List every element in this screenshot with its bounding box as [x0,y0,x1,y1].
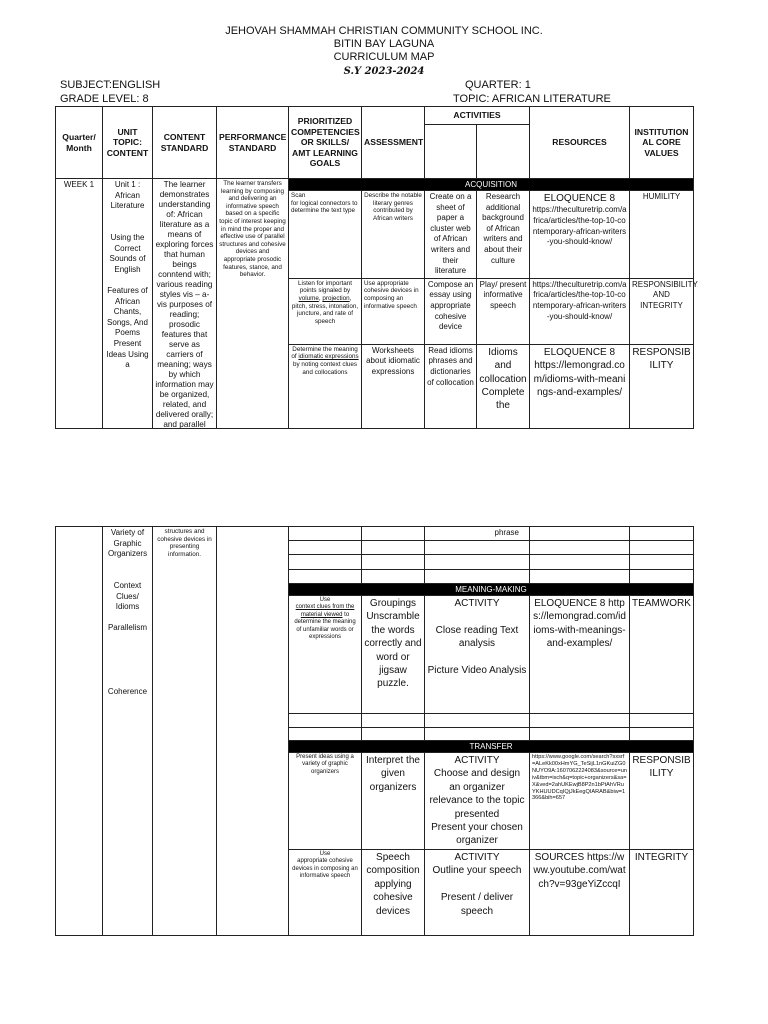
competency-idioms-text: Determine the meaning of [291,345,358,361]
activity-outline-speech: ACTIVITY Outline your speech Present / deliver speech [425,850,530,936]
performance-standard-continued [217,527,289,936]
unit-topic-cell [103,179,153,429]
assessment-worksheets: Worksheets about idiomatic expressions [362,344,425,428]
meaning-making-bar: MEANING-MAKING [289,584,694,596]
competency-scan: Scan for logical connectors to determine the text type [289,191,362,279]
competency-listen [289,278,362,344]
core-value-responsibility-2: RESPONSIBILITY [630,753,694,850]
resource-cell-1 [530,191,630,279]
col-header-activities: ACTIVITIES [425,107,530,125]
school-year: S.Y 2023-2024 [343,66,425,77]
competency-listen-sep: , [318,294,323,302]
competency-idioms [289,344,362,428]
competency-context-clues [289,596,362,714]
core-value-humility: HUMILITY [630,191,694,279]
activity-read-idioms: Read idioms phrases and dictionaries of collocation [425,344,477,428]
topic-label: TOPIC: AFRICAN LITERATURE [453,93,611,105]
assessment-describe-genres: Describe the notable literary genres contributed by African writers [362,191,425,279]
assessment-groupings: Groupings Unscramble the words correctly and word or jigsaw puzzle. [362,596,425,714]
acquisition-bar: ACQUISITION [289,179,694,191]
activity-research-background: Research additional background of African writers and about their culture [477,191,530,279]
document-title: CURRICULUM MAP [333,51,435,63]
col-header-content-standard: CONTENT STANDARD [153,107,217,179]
activity-compose-essay: Compose an essay using appropriate cohesive device [425,278,477,344]
resource-title: ELOQUENCE 8 [543,193,616,204]
quarter-label: QUARTER: 1 [465,79,531,91]
core-value-teamwork: TEAMWORK [630,596,694,714]
activity-phrase-continued: phrase [425,527,530,541]
col-header-core-values: INSTITUTION AL CORE VALUES [630,107,694,179]
assessment-cohesive-devices: Use appropriate cohesive devices in composing an informative speech [362,278,425,344]
core-value-responsibility-integrity: RESPONSIBILITY AND INTEGRITY [630,278,694,344]
competency-cohesive-speech: Use appropriate cohesive devices in composing an informative speech [289,850,362,936]
assessment-interpret-organizers: Interpret the given organizers [362,753,425,850]
resource-eloquence-lemongrad[interactable]: ELOQUENCE 8 https://lemongrad.com/idioms-with-meanings-and-examples/ [530,596,630,714]
performance-standard-cell [217,179,289,429]
school-address: BITIN BAY LAGUNA [333,38,435,50]
empty-cell [530,527,630,541]
resource-youtube-link[interactable]: SOURCES https://www.youtube.com/watch?v=93geYiZccqI [530,850,630,936]
activities-subcol-1 [425,125,477,179]
quarter-week-cell: WEEK 1 [56,179,103,429]
activity-close-reading: ACTIVITY Close reading Text analysis Picture Video Analysis [425,596,530,714]
term-projection: projection [322,294,350,302]
competency-context-rest: to determine the meaning of unfamiliar words or expressions [294,611,356,641]
term-volume: volume [298,294,319,302]
core-value-integrity: INTEGRITY [630,850,694,936]
grade-level-label: GRADE LEVEL: 8 [60,93,149,105]
subject-label: SUBJECT:ENGLISH [60,79,161,91]
term-idiomatic-expressions: idiomatic expressions [298,353,359,361]
unit-topic-continued: Variety of Graphic Organizers Context Clues/ Idioms Parallelism Coherence [103,527,153,936]
col-header-quarter: Quarter/ Month [56,107,103,179]
performance-standard-text: The learner transfers learning by composing and delivering an informative speech based on a specific topic of interest keeping in mind the proper and effective use of parallel structures and cohesive devices and appropriate prosodic features, stance, and behavior. [219,180,286,279]
empty-cell [289,527,362,541]
resource-title: ELOQUENCE 8 [543,346,616,358]
resource-link[interactable]: https://theculturetrip.com/africa/articles/the-top-10-contemporary-african-writers-you-should-know/ [532,205,627,247]
resource-link[interactable]: https://lemongrad.com/idioms-with-meanings-and-examples/ [533,360,626,398]
competency-idioms-rest: by noting context clues and collocations [292,360,358,376]
activity-idioms-collocation-text: Idioms and collocation Complete the [479,346,527,412]
activity-cluster-web: Create on a sheet of paper a cluster web of African writers and their literature [425,191,477,279]
content-standard-continued: structures and cohesive devices in presenting information. [153,527,217,936]
curriculum-map-table-2 [55,526,694,936]
col-header-performance-standard: PERFORMANCE STANDARD [217,107,289,179]
activity-design-organizer: ACTIVITY Choose and design an organizer relevance to the topic presented Present your chosen organizer [425,753,530,850]
col-header-resources: RESOURCES [530,107,630,179]
resource-cell-3 [530,344,630,428]
competency-listen-text: Listen for important points signaled by [298,279,352,295]
content-standard-text: The learner demonstrates understanding of: African literature as a means of exploring forces that human beings conntend with; various reading styles vis – a-vis purposes of reading; prosodic features that serve as carriers of meaning; ways by which information may be organized, related, and delivered orally; and parallel [155,180,214,429]
assessment-speech-composition: Speech composition applying cohesive devices [362,850,425,936]
school-name: JEHOVAH SHAMMAH CHRISTIAN COMMUNITY SCHOOL INC. [225,25,543,37]
quarter-cell-continued [56,527,103,936]
unit-topic-text: Unit 1 : African Literature Using the Correct Sounds of English Features of African Chants, Songs, And Poems Present Ideas Using a [106,180,149,370]
competency-listen-rest: , pitch, stress, intonation, juncture, and rate of speech [291,294,359,325]
term-context-clues: context clues from the material viewed [295,604,355,618]
core-value-responsibility: RESPONSIBILITY [630,344,694,428]
content-standard-cell [153,179,217,429]
competency-graphic-organizers: Present ideas using a variety of graphic organizers [289,753,362,850]
transfer-bar: TRANSFER [289,741,694,753]
empty-cell [362,527,425,541]
curriculum-map-table-1 [55,106,698,429]
competency-use: Use [319,597,331,603]
col-header-unit: UNIT TOPIC: CONTENT [103,107,153,179]
activities-subcol-2 [477,125,530,179]
col-header-competencies: PRIORITIZED COMPETENCIES OR SKILLS/ AMT LEARNING GOALS [289,107,362,179]
activity-present-speech: Play/ present informative speech [477,278,530,344]
empty-cell [630,527,694,541]
activity-idioms-collocation [477,344,530,428]
col-header-assessment: ASSESSMENT [362,107,425,179]
resource-link[interactable]: https://theculturetrip.com/africa/articles/the-top-10-contemporary-african-writers-you-should-know/ [530,278,630,344]
resource-google-link[interactable]: https://www.google.com/search?sxsrf=ALeKk00xHmYG_TeSijL1nGKuiZG0NUYO9A:1607062224083&source=univ&tbm=isch&q=topic+organizers&sa=X&ved=2ahUKEwjB8P2n1bPtAhVRuYKHUUDCqIQjJkEegQIARAB&biw=1366&bih=657 [530,753,630,850]
